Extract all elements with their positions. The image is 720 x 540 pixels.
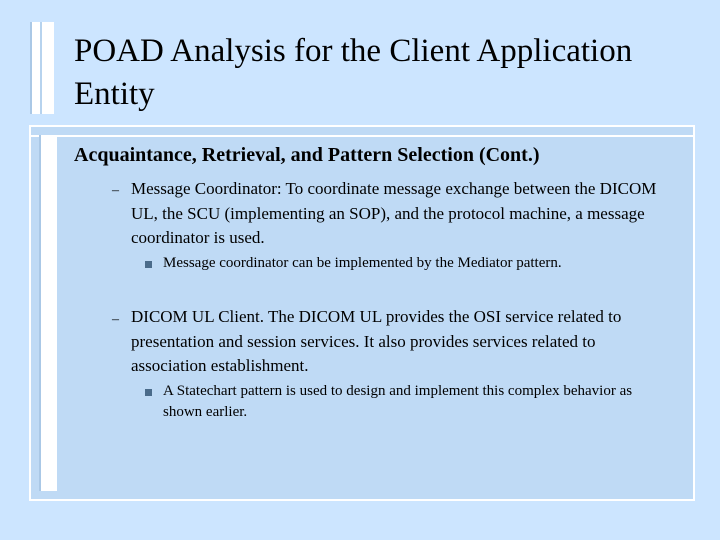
bullet-text-2: DICOM UL Client. The DICOM UL provides the OSI service related to presentation and session services. It also provides services related to association establishment. bbox=[131, 307, 622, 375]
sub-bullet-text-2: A Statechart pattern is used to design and implement this complex behavior as shown earlier. bbox=[163, 383, 633, 420]
sub-bullet-text-1: Message coordinator can be implemented by the Mediator pattern. bbox=[163, 255, 562, 271]
slide-title: POAD Analysis for the Client Application Entity bbox=[74, 33, 633, 112]
slide-subtitle: Acquaintance, Retrieval, and Pattern Selection (Cont.) bbox=[74, 144, 540, 166]
title-decoration bbox=[30, 22, 54, 114]
bullet-text-1: Message Coordinator: To coordinate message exchange between the DICOM UL, the SCU (implementing an SOP), and the protocol machine, a message coordinator is used. bbox=[131, 179, 657, 247]
sub-bullet-square-2 bbox=[145, 389, 152, 396]
sub-bullet-square-1 bbox=[145, 261, 152, 268]
bullet-dash-1: – bbox=[112, 183, 119, 198]
content-top-rule bbox=[31, 135, 693, 137]
bullet-dash-2: – bbox=[112, 312, 119, 327]
content-side-bar bbox=[39, 135, 57, 491]
